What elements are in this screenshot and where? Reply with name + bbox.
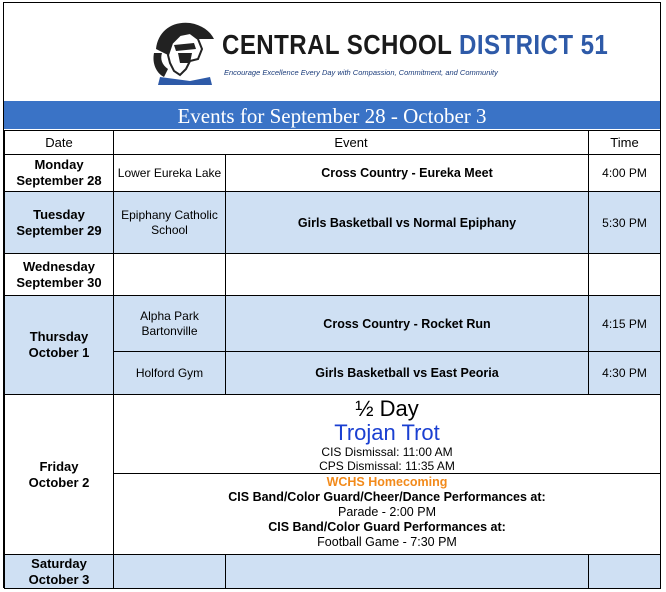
date-cell — [5, 155, 114, 192]
table-row — [5, 296, 661, 352]
column-header-event: Event — [114, 131, 589, 155]
date-cell — [5, 395, 114, 555]
location-cell: Alpha Park Bartonville — [114, 296, 226, 352]
table-row — [5, 254, 661, 296]
date-label: October 1 — [28, 345, 90, 360]
day-label: Thursday — [29, 329, 89, 344]
events-table — [4, 130, 661, 589]
date-label: September 29 — [16, 222, 102, 238]
date-cell — [5, 254, 114, 296]
date-cell — [5, 296, 114, 395]
event-cell: Girls Basketball vs East Peoria — [226, 352, 589, 395]
time-cell: 4:00 PM — [589, 155, 661, 192]
date-label: October 2 — [28, 474, 90, 490]
table-row — [5, 555, 661, 589]
district-tagline: Encourage Excellence Every Day with Compassion, Commitment, and Community — [224, 68, 498, 77]
date-cell — [5, 555, 114, 589]
district-name-accent: DISTRICT 51 — [459, 29, 609, 60]
event-cell — [226, 254, 589, 296]
day-label: Monday — [34, 157, 84, 172]
date-label: September 30 — [16, 274, 102, 290]
district-name — [222, 29, 608, 61]
cis-dismissal: CIS Dismissal: 11:00 AM — [321, 445, 453, 459]
time-cell — [589, 555, 661, 589]
location-cell: Lower Eureka Lake — [114, 155, 226, 192]
table-row — [5, 192, 661, 254]
homecoming-label: WCHS Homecoming — [114, 473, 660, 490]
friday-event-cell — [114, 395, 661, 555]
location-cell: Epiphany Catholic School — [114, 192, 226, 254]
date-label: September 28 — [16, 173, 102, 188]
day-label: Friday — [39, 458, 79, 474]
events-banner: Events for September 28 - October 3 — [4, 101, 660, 129]
cps-dismissal: CPS Dismissal: 11:35 AM — [319, 459, 455, 473]
time-cell: 5:30 PM — [589, 192, 661, 254]
time-cell — [589, 254, 661, 296]
column-header-time: Time — [589, 131, 661, 155]
performance-1-title: CIS Band/Color Guard/Cheer/Dance Performances at: — [228, 490, 546, 504]
time-cell: 4:15 PM — [589, 296, 661, 352]
table-row — [5, 395, 661, 555]
performance-1-detail: Parade - 2:00 PM — [338, 505, 436, 519]
district-header — [4, 3, 660, 101]
district-name-main: CENTRAL SCHOOL — [222, 29, 460, 60]
event-cell: Cross Country - Eureka Meet — [226, 155, 589, 192]
half-day-label: ½ Day — [355, 396, 419, 421]
performance-2-title: CIS Band/Color Guard Performances at: — [268, 520, 506, 534]
table-header-row — [5, 131, 661, 155]
column-header-date: Date — [5, 131, 114, 155]
day-label: Saturday — [31, 555, 87, 571]
event-cell: Cross Country - Rocket Run — [226, 296, 589, 352]
performance-2-detail: Football Game - 7:30 PM — [317, 535, 457, 549]
day-label: Tuesday — [33, 206, 85, 222]
event-cell: Girls Basketball vs Normal Epiphany — [226, 192, 589, 254]
date-label: October 3 — [28, 571, 90, 587]
location-cell — [114, 555, 226, 589]
trojan-trot-label: Trojan Trot — [334, 420, 440, 445]
day-label: Wednesday — [22, 258, 95, 274]
trojan-helmet-icon — [150, 19, 218, 91]
event-cell — [226, 555, 589, 589]
time-cell: 4:30 PM — [589, 352, 661, 395]
location-cell: Holford Gym — [114, 352, 226, 395]
location-cell — [114, 254, 226, 296]
date-cell — [5, 192, 114, 254]
table-row — [5, 155, 661, 192]
